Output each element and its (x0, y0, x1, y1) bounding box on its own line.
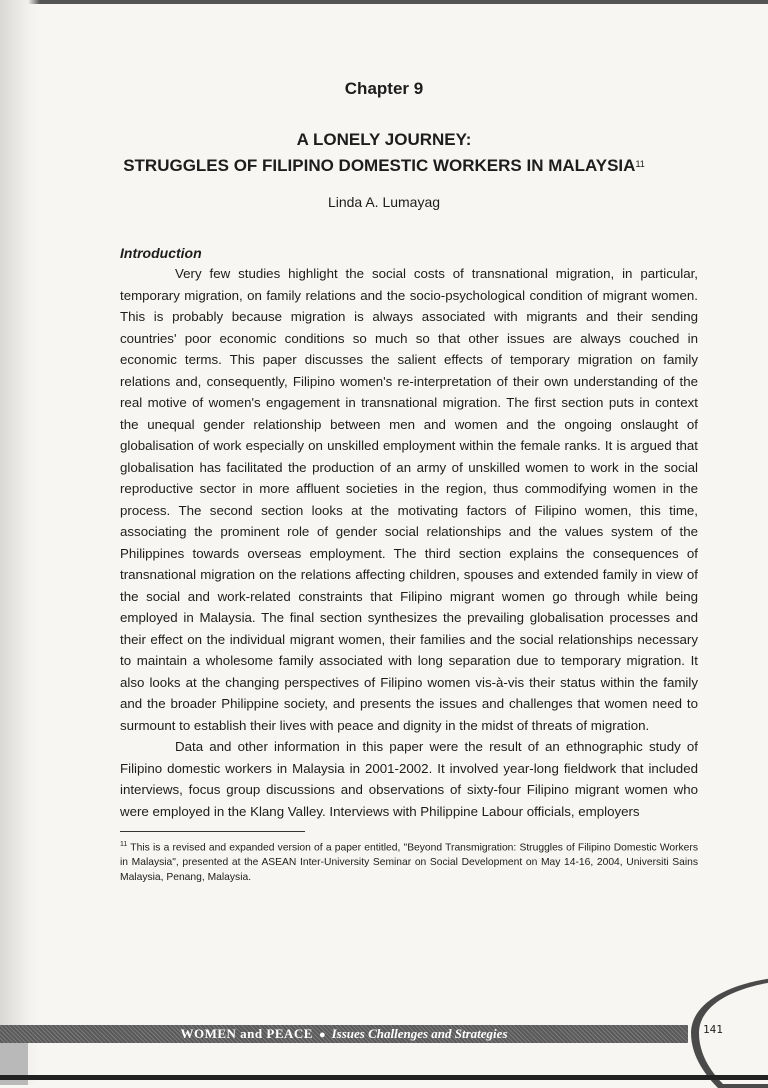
footnote-divider (120, 831, 305, 832)
footer-bullet: ● (318, 1029, 326, 1041)
chapter-label: Chapter 9 (344, 79, 424, 98)
footer-subtitle: Issues Challenges and Strategies (331, 1026, 508, 1041)
main-content (120, 244, 698, 885)
section-heading: Introduction (120, 245, 202, 261)
page-number: 141 (703, 1023, 723, 1036)
top-edge-line (0, 0, 768, 4)
chapter-title (0, 127, 768, 179)
title-line-2 (0, 153, 768, 179)
footnote-number: 11 (120, 841, 128, 848)
author-name: Linda A. Lumayag (327, 194, 441, 210)
bottom-edge-line (0, 1075, 768, 1080)
paragraph: Very few studies highlight the social costs of transnational migration, in particular, temporary migration, on family relations and the socio-psychological condition of migrant women. This is probably because migration is always associated with migrants and their sending countries' poor economic conditions so much so that other issues are always couched in economic terms. This paper discusses the salient effects of temporary migration on family relations and, consequently, Filipino women's re-interpretation of their own understanding of the real motive of women's engagement in transnational migration. The first section puts in context the unequal gender relationship between men and women and the ongoing onslaught of globalisation of work especially on unskilled employment within the female ranks. It is argued that globalisation has facilitated the production of an army of unskilled women to work in the social reproductive sector in more affluent societies in the region, thus commodifying women in the process. The second section looks at the motivating factors of Filipino women, this time, associating the prominent role of gender social relationships and the values system of the Philippines towards overseas employment. The third section explains the consequences of transnational migration on the relations affecting children, spouses and extended family in view of the social and work-related constraints that Filipino migrant women go through while being employed in Malaysia. The final section synthesizes the prevailing globalisation processes and their effect on the individual migrant women, their families and the social relationships necessary to maintain a wholesome family associated with long separation due to temporary migration. It also looks at the changing perspectives of Filipino women vis-à-vis their status within the family and the broader Philippine society, and presents the issues and challenges that women need to surmount to establish their lives with peace and dignity in the midst of threats of migration. (120, 266, 698, 733)
footnote (120, 837, 698, 885)
title-footnote-ref: 11 (635, 159, 645, 169)
footer-banner (0, 1025, 688, 1043)
title-line-2-text: STRUGGLES OF FILIPINO DOMESTIC WORKERS IN MALAYSIA (123, 156, 636, 175)
title-line-1: A LONELY JOURNEY: (296, 130, 472, 149)
footer-series-title: WOMEN and PEACE (180, 1026, 313, 1041)
footnote-text: This is a revised and expanded version of a paper entitled, "Beyond Transmigration: Struggles of Filipino Domestic Workers in Malaysia", presented at the ASEAN Inter-University Seminar on Social Development on May 14-16, 2004, Universiti Sains Malaysia, Penang, Malaysia. (120, 842, 698, 884)
paragraph: Data and other information in this paper were the result of an ethnographic study of Filipino domestic workers in Malaysia in 2001-2002. It involved year-long fieldwork that included interviews, focus group discussions and observations of sixty-four Filipino migrant women who were employed in the Klang Valley. Interviews with Philippine Labour officials, employers (120, 739, 698, 819)
